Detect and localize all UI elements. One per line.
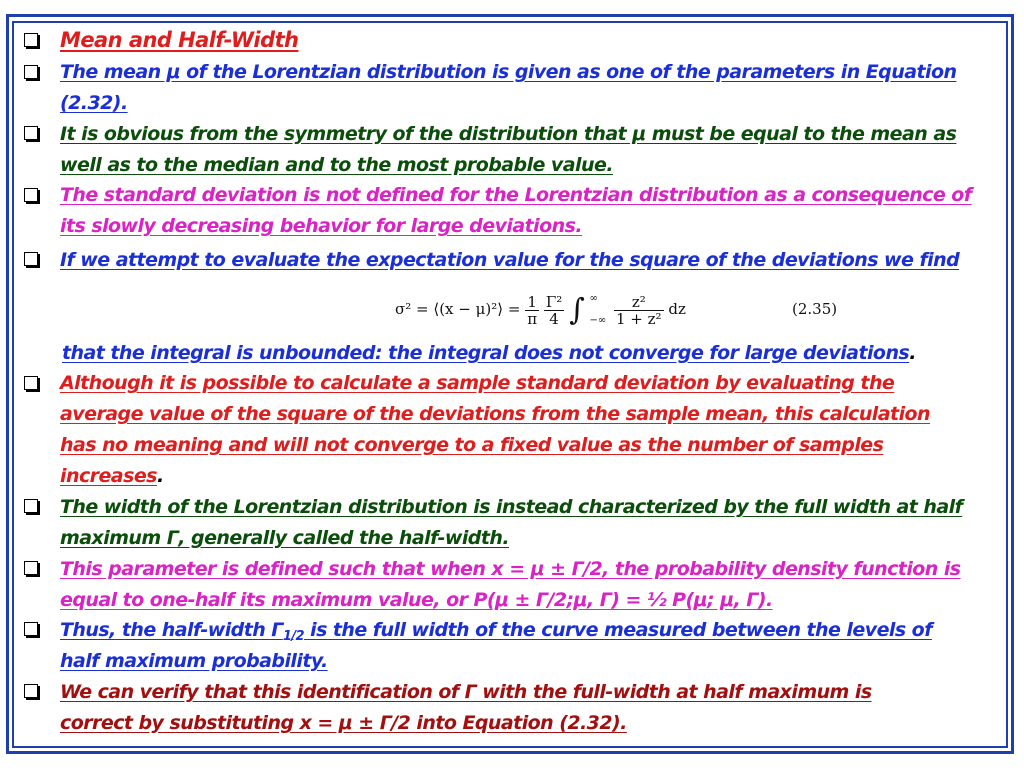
bullet-box-icon <box>24 622 38 636</box>
bullet-7-line-2: equal to one-half its maximum value, or P(μ ± Γ/2;μ, Γ) = ½ P(μ; μ, Γ). <box>60 589 773 611</box>
bullet-1-line-2: (2.32). <box>60 92 128 114</box>
equation-dz: dz <box>668 300 686 318</box>
bullet-box-icon <box>24 252 38 266</box>
bullet-9-line-1: We can verify that this identification of Γ with the full-width at half maximum is <box>60 681 872 703</box>
equation-lhs: σ² = ⟨(x − μ)²⟩ = <box>395 300 521 318</box>
bullet-5-line-4: increases. <box>60 465 164 487</box>
bullet-4-line-1: If we attempt to evaluate the expectation value for the square of the deviations we find <box>60 249 960 271</box>
bullet-5-line-1: Although it is possible to calculate a sample standard deviation by evaluating the <box>60 372 895 394</box>
bullet-2-line-1: It is obvious from the symmetry of the distribution that μ must be equal to the mean as <box>60 123 957 145</box>
bullet-5-line-2: average value of the square of the deviations from the sample mean, this calculation <box>60 403 931 425</box>
bullet-6-line-2: maximum Γ, generally called the half-width. <box>60 527 510 549</box>
bullet-3-line-2: its slowly decreasing behavior for large deviations. <box>60 215 583 237</box>
bullet-box-icon <box>24 376 38 390</box>
bullet-1-line-1: The mean μ of the Lorentzian distribution is given as one of the parameters in Equation <box>60 61 957 83</box>
bullet-8-line-1: Thus, the half-width $\Gamma_{1/2}$ is the full width of the curve measured between the levels of <box>60 619 932 644</box>
integral-limits: ∞ −∞ <box>589 293 607 326</box>
equation-number: (2.35) <box>792 300 838 318</box>
fraction-integrand: $\frac{\text{z²}}{\text{1 + z²}}$ <box>615 292 662 328</box>
fraction-1-over-pi: $\frac{1}{\pi}$ <box>527 292 538 328</box>
bullet-box-icon <box>24 684 38 698</box>
bullet-7-line-1: This parameter is defined such that when x = μ ± Γ/2, the probability density function is <box>60 558 961 580</box>
bullet-box-icon <box>24 499 38 513</box>
bullet-box-icon <box>24 561 38 575</box>
bullet-box-icon <box>24 126 38 140</box>
bullet-box-icon <box>24 33 38 47</box>
bullet-box-icon <box>24 65 38 79</box>
bullet-8-line-2: half maximum probability. <box>60 650 328 672</box>
bullet-9-line-2: correct by substituting x = μ ± Γ/2 into Equation (2.32). <box>60 712 627 734</box>
bullet-box-icon <box>24 188 38 202</box>
bullet-2-line-2: well as to the median and to the most probable value. <box>60 154 613 176</box>
page-title: Mean and Half-Width <box>60 28 299 52</box>
integral-sign-icon: ∫ <box>569 292 585 328</box>
bullet-6-line-1: The width of the Lorentzian distribution is instead characterized by the full width at half <box>60 496 963 518</box>
fraction-gamma-sq-over-4: $\frac{\text{Γ²}}{4}$ <box>545 292 563 328</box>
bullet-5-line-3: has no meaning and will not converge to a fixed value as the number of samples <box>60 434 884 456</box>
bullet-3-line-1: The standard deviation is not defined for the Lorentzian distribution as a consequence of <box>60 184 972 206</box>
equation-2-35 <box>395 288 686 332</box>
bullet-4-line-2: that the integral is unbounded: the integral does not converge for large deviations. <box>62 342 916 364</box>
